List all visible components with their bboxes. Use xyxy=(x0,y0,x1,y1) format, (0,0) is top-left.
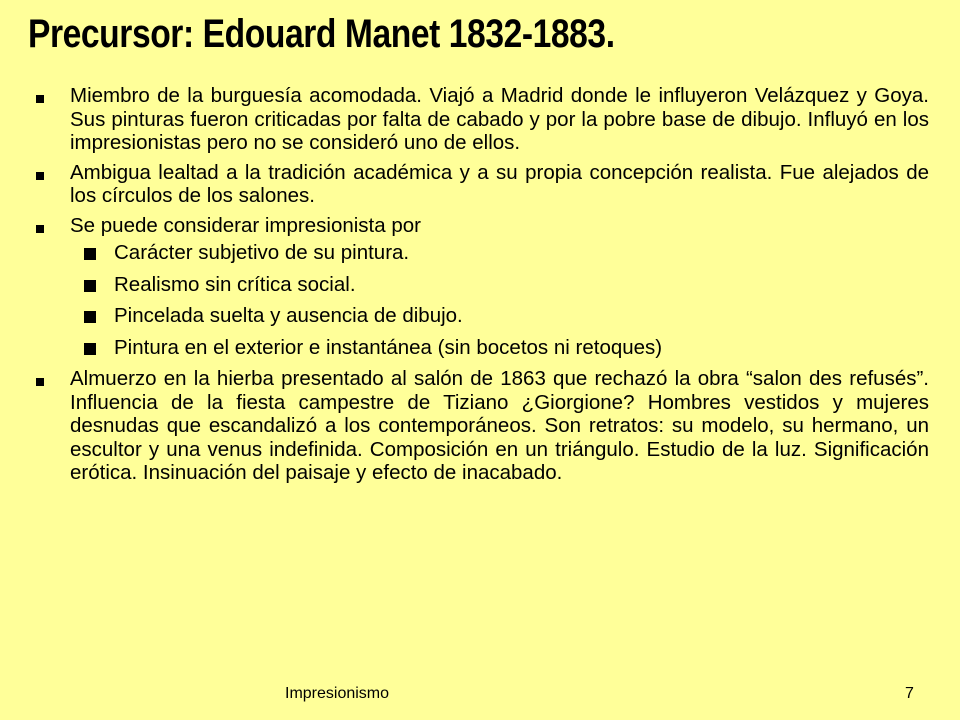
bullet-list xyxy=(32,84,929,485)
page-number: 7 xyxy=(905,685,914,702)
diamond-bullet-icon xyxy=(84,343,96,355)
bullet-text: Miembro de la burguesía acomodada. Viajó a Madrid donde le influyeron Velázquez y Goya. Sus pinturas fueron criticadas por falta de cabado y por la pobre base de dibujo. Influyó en los impresionistas pero no se consideró uno de ellos. xyxy=(70,84,929,154)
sub-bullet-text: Carácter subjetivo de su pintura. xyxy=(114,241,410,264)
bullet-item xyxy=(32,214,929,360)
slide-footer: Impresionismo xyxy=(285,685,390,702)
sub-bullet-text: Pintura en el exterior e instantánea (sin bocetos ni retoques) xyxy=(114,335,663,359)
square-bullet-icon xyxy=(36,378,44,386)
square-bullet-icon xyxy=(36,225,44,233)
sub-bullet-list xyxy=(70,241,929,359)
diamond-bullet-icon xyxy=(84,311,96,323)
sub-bullet-text: Pincelada suelta y ausencia de dibujo. xyxy=(114,304,463,327)
sub-bullet-item xyxy=(70,336,929,360)
square-bullet-icon xyxy=(36,172,44,180)
bullet-text: Ambigua lealtad a la tradición académica y a su propia concepción realista. Fue alejados de los círculos de los salones. xyxy=(70,160,929,207)
bullet-text: Se puede considerar impresionista por xyxy=(70,213,421,237)
bullet-item xyxy=(32,367,929,485)
slide-title: Precursor: Edouard Manet 1832-1883. xyxy=(28,12,615,56)
bullet-text: Almuerzo en la hierba presentado al salón de 1863 que rechazó la obra “salon des refusés”. Influencia de la fiesta campestre de Tiziano ¿Giorgione? Hombres vestidos y mujeres desnudas que escandalizó a los contemporáneos. Son retratos: su modelo, su hermano, un escultor y una venus indefinida. Composición en un triángulo. Estudio de la luz. Significación erótica. Insinuación del paisaje y efecto de inacabado. xyxy=(70,367,929,484)
square-bullet-icon xyxy=(36,95,44,103)
bullet-item xyxy=(32,84,929,155)
bullet-item xyxy=(32,161,929,208)
sub-bullet-item xyxy=(70,304,929,328)
sub-bullet-text: Realismo sin crítica social. xyxy=(114,272,356,296)
diamond-bullet-icon xyxy=(84,280,96,292)
diamond-bullet-icon xyxy=(84,248,96,260)
sub-bullet-item xyxy=(70,241,929,265)
sub-bullet-item xyxy=(70,273,929,297)
slide-content xyxy=(32,84,929,491)
